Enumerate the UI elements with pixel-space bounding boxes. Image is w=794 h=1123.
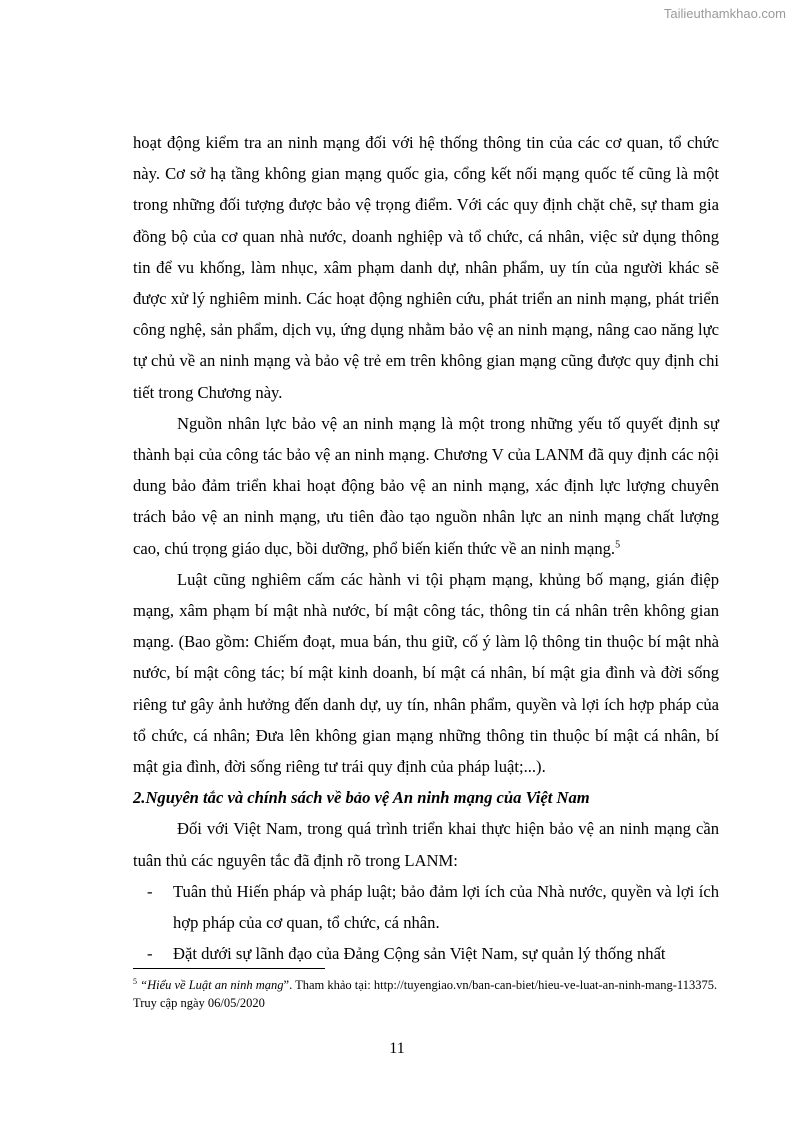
- list-item-text: Đặt dưới sự lãnh đạo của Đảng Cộng sản Việt Nam, sự quản lý thống nhất: [173, 944, 666, 964]
- footnote-reference[interactable]: 5: [615, 539, 621, 551]
- paragraph: hoạt động kiểm tra an ninh mạng đối với hệ thống thông tin của các cơ quan, tổ chức này. Cơ sở hạ tầng không gian mạng quốc gia, cổng kết nối mạng quốc tế cũng là một trong những đối tượng được bảo vệ trọng điểm. Với các quy định chặt chẽ, sự tham gia đồng bộ của cơ quan nhà nước, doanh nghiệp và tổ chức, cá nhân, việc sử dụng thông tin để vu khống, làm nhục, xâm phạm danh dự, nhân phẩm, uy tín của người khác sẽ được xử lý nghiêm minh. Các hoạt động nghiên cứu, phát triển an ninh mạng, phát triển công nghệ, sản phẩm, dịch vụ, ứng dụng nhằm bảo vệ an ninh mạng, nâng cao năng lực tự chủ về an ninh mạng và bảo vệ trẻ em trên không gian mạng cũng được quy định chi tiết trong Chương này.: [133, 133, 719, 402]
- list-item: [133, 938, 719, 969]
- footnote-number: 5: [133, 976, 137, 986]
- document-body: [133, 127, 719, 969]
- footnote: [133, 976, 723, 1012]
- footnote-title: “Hiểu về Luật an ninh mạng: [140, 978, 284, 992]
- watermark: Tailieuthamkhao.com: [663, 6, 786, 21]
- bullet-dash: -: [147, 944, 153, 964]
- list-item: [133, 876, 719, 938]
- paragraph: Luật cũng nghiêm cấm các hành vi tội phạm mạng, khủng bố mạng, gián điệp mạng, xâm phạm bí mật nhà nước, bí mật công tác, thông tin cá nhân trên không gian mạng. (Bao gồm: Chiếm đoạt, mua bán, thu giữ, cố ý làm lộ thông tin thuộc bí mật nhà nước, bí mật công tác; bí mật kinh doanh, bí mật cá nhân, bí mật gia đình và đời sống riêng tư gây ảnh hưởng đến danh dự, uy tín, nhân phẩm, quyền và lợi ích hợp pháp của tổ chức, cá nhân; Đưa lên không gian mạng những thông tin thuộc bí mật cá nhân, bí mật gia đình, đời sống riêng tư trái quy định của pháp luật;...).: [133, 569, 719, 777]
- footnote-text: ”. Tham khảo tại: http://tuyengiao.vn/ban-can-biet/hieu-ve-luat-an-ninh-mang-113375. Truy cập ngày 06/05/2020: [133, 978, 718, 1010]
- paragraph: Đối với Việt Nam, trong quá trình triển khai thực hiện bảo vệ an ninh mạng cần tuân thủ các nguyên tắc đã định rõ trong LANM:: [133, 819, 719, 870]
- footnote-separator: [133, 968, 325, 969]
- bullet-dash: -: [147, 881, 153, 901]
- paragraph-text: Nguồn nhân lực bảo vệ an ninh mạng là một trong những yếu tố quyết định sự thành bại của công tác bảo vệ an ninh mạng. Chương V của LANM đã quy định các nội dung bảo đảm triển khai hoạt động bảo vệ an ninh mạng, xác định lực lượng chuyên trách bảo vệ an ninh mạng, ưu tiên đào tạo nguồn nhân lực an ninh mạng chất lượng cao, chú trọng giáo dục, bồi dưỡng, phổ biến kiến thức về an ninh mạng.: [133, 413, 719, 558]
- paragraph: [133, 408, 719, 564]
- list-item-text: Tuân thủ Hiến pháp và pháp luật; bảo đảm lợi ích của Nhà nước, quyền và lợi ích hợp pháp của cơ quan, tổ chức, cá nhân.: [173, 881, 719, 933]
- section-heading: 2.Nguyên tắc và chính sách về bảo vệ An ninh mạng của Việt Nam: [133, 788, 590, 808]
- page-number: 11: [389, 1040, 405, 1057]
